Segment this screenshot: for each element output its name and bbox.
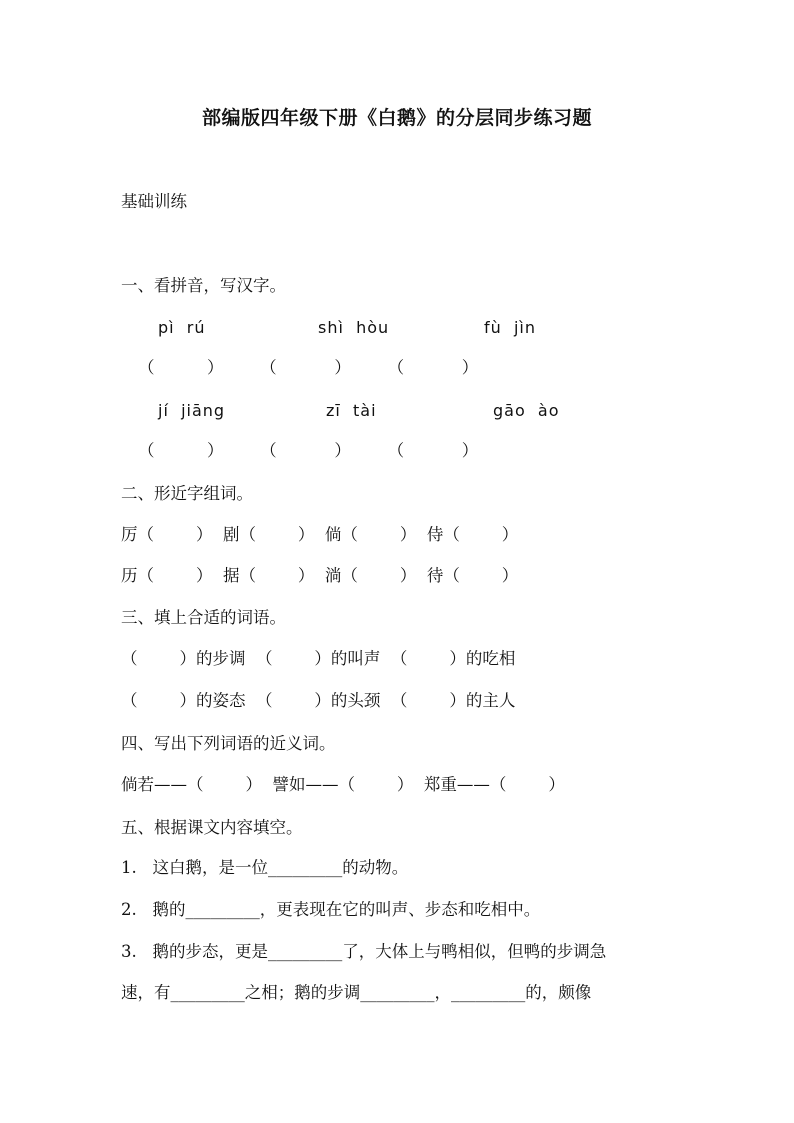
pinyin-gao-ao: gāo ào [493,401,560,420]
q3-heading: 三、填上合适的词语。 [121,608,286,627]
page-title: 部编版四年级下册《白鹅》的分层同步练习题 [201,107,592,129]
pinyin-ji-jiang: jí jiāng [158,401,226,420]
q2-row-1: 厉（ ） 剧（ ） 倘（ ） 侍（ ） [121,525,519,544]
q4-heading: 四、写出下列词语的近义词。 [121,734,336,753]
q2-row-2: 历（ ） 据（ ） 淌（ ） 待（ ） [121,566,519,585]
q5-item-3-continued: 速，有_________之相；鹅的步调_________，_________的，颇像 [121,983,592,1002]
answer-parens-row: （ ） （ ） （ ） [138,358,479,377]
q3-row-1: （ ）的步调 （ ）的叫声 （ ）的吃相 [121,649,516,668]
q5-item-3: 3. 鹅的步态，更是_________了，大体上与鸭相似，但鸭的步调急 [121,942,607,961]
pinyin-shi-hou: shì hòu [318,318,390,337]
answer-parens-row: （ ） （ ） （ ） [138,441,479,460]
q4-row-1: 倘若——（ ） 譬如——（ ） 郑重——（ ） [121,775,565,794]
section-basic-heading: 基础训练 [121,192,187,211]
pinyin-fu-jin: fù jìn [484,318,536,337]
q3-row-2: （ ）的姿态 （ ）的头颈 （ ）的主人 [121,691,516,710]
q2-heading: 二、形近字组词。 [121,484,253,503]
pinyin-zi-tai: zī tài [326,401,377,420]
q5-item-2: 2. 鹅的_________，更表现在它的叫声、步态和吃相中。 [121,900,541,919]
pinyin-pi-ru: pì rú [158,318,206,337]
q5-item-1: 1. 这白鹅，是一位_________的动物。 [121,858,409,877]
q1-heading: 一、看拼音，写汉字。 [121,276,286,295]
q5-heading: 五、根据课文内容填空。 [121,818,303,837]
